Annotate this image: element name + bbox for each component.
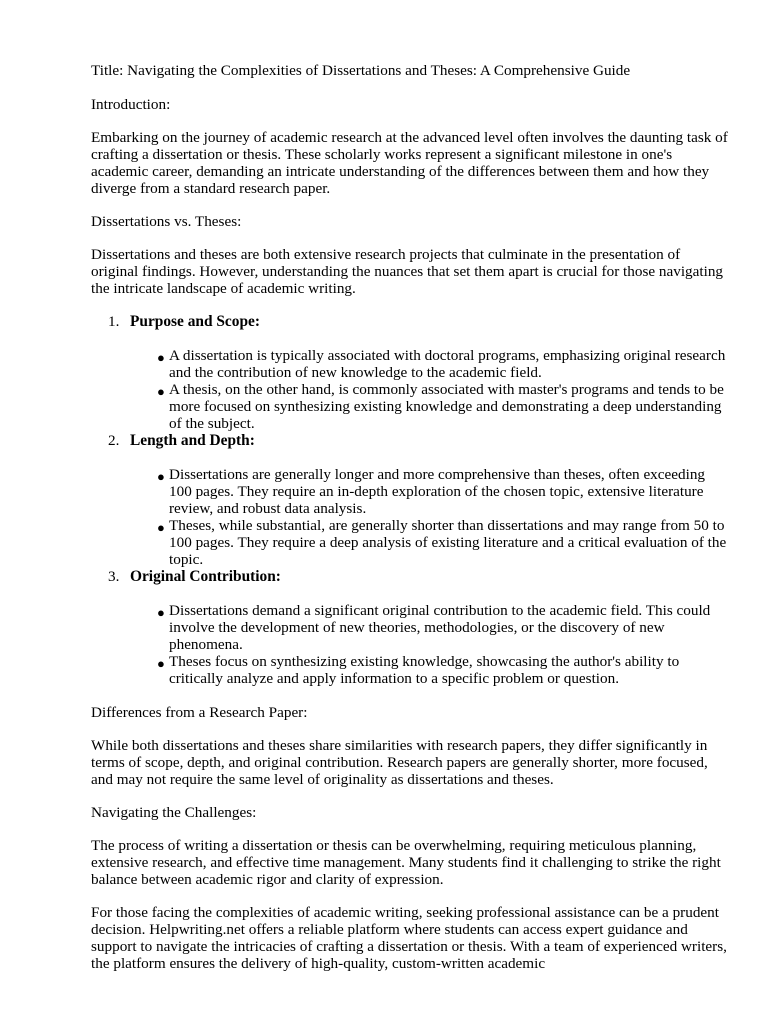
document-title: Title: Navigating the Complexities of Dissertations and Theses: A Comprehensive Guide [91,62,631,79]
bullet-icon: ● [157,350,165,365]
sub-list-item [130,602,731,653]
sub-list-text: Theses focus on synthesizing existing knowledge, showcasing the author's ability to critically analyze and apply information to a specific problem or question. [169,653,680,687]
sub-list-text: Dissertations are generally longer and more comprehensive than theses, often exceeding 100 pages. They require an in-depth exploration of the chosen topic, extensive literature review, and robust data analysis. [169,466,706,517]
sub-list [130,466,731,568]
intro-paragraph: Embarking on the journey of academic research at the advanced level often involves the daunting task of crafting a dissertation or thesis. These scholarly works represent a significant milestone in one's academic career, demanding an intricate understanding of the differences between them and how they diverge from a standard research paper. [91,129,728,197]
sub-list-item [130,347,731,381]
challenges-heading: Navigating the Challenges: [91,804,257,821]
intro-heading: Introduction: [91,96,171,113]
challenges-paragraph: The process of writing a dissertation or thesis can be overwhelming, requiring meticulous planning, extensive research, and effective time management. Many students find it challenging to strike the right balance between academic rigor and clarity of expression. [91,837,721,888]
list-number: 3. [108,568,120,585]
sub-list-item [130,517,731,568]
document-page [91,62,731,988]
vs-heading: Dissertations vs. Theses: [91,213,242,230]
diff-heading: Differences from a Research Paper: [91,704,308,721]
list-number: 1. [108,313,120,330]
bullet-icon: ● [157,469,165,484]
sub-list-item [130,381,731,432]
bullet-icon: ● [157,605,165,620]
list-number: 2. [108,432,120,449]
diff-paragraph: While both dissertations and theses share similarities with research papers, they differ significantly in terms of scope, depth, and original contribution. Research papers are generally shorter, more focused, and may not require the same level of originality as dissertations and theses. [91,737,708,788]
vs-paragraph: Dissertations and theses are both extensive research projects that culminate in the presentation of original findings. However, understanding the nuances that set them apart is crucial for those navigating the intricate landscape of academic writing. [91,246,724,297]
list-item-heading: Purpose and Scope: [130,313,260,330]
list-item-heading: Original Contribution: [130,568,281,585]
help-paragraph: For those facing the complexities of academic writing, seeking professional assistance can be a prudent decision. Helpwriting.net offers a reliable platform where students can access expert guidance and support to navigate the intricacies of crafting a dissertation or thesis. With a team of experienced writers, the platform ensures the delivery of high-quality, custom-written academic [91,904,727,972]
bullet-icon: ● [157,384,165,399]
list-item-purpose [91,313,731,432]
list-item-heading: Length and Depth: [130,432,255,449]
sub-list-item [130,466,731,517]
sub-list-text: A dissertation is typically associated with doctoral programs, emphasizing original research and the contribution of new knowledge to the academic field. [169,347,726,381]
list-item-length [91,432,731,568]
sub-list-text: A thesis, on the other hand, is commonly associated with master's programs and tends to be more focused on synthesizing existing knowledge and demonstrating a deep understanding of the subject. [169,381,724,432]
sub-list-item [130,653,731,687]
list-item-contribution [91,568,731,687]
bullet-icon: ● [157,520,165,535]
sub-list-text: Theses, while substantial, are generally shorter than dissertations and may range from 50 to 100 pages. They require a deep analysis of existing literature and a critical evaluation of the topic. [169,517,727,568]
sub-list-text: Dissertations demand a significant original contribution to the academic field. This could involve the development of new theories, methodologies, or the discovery of new phenomena. [169,602,711,653]
comparison-list [91,313,731,687]
sub-list [130,347,731,432]
bullet-icon: ● [157,656,165,671]
sub-list [130,602,731,687]
